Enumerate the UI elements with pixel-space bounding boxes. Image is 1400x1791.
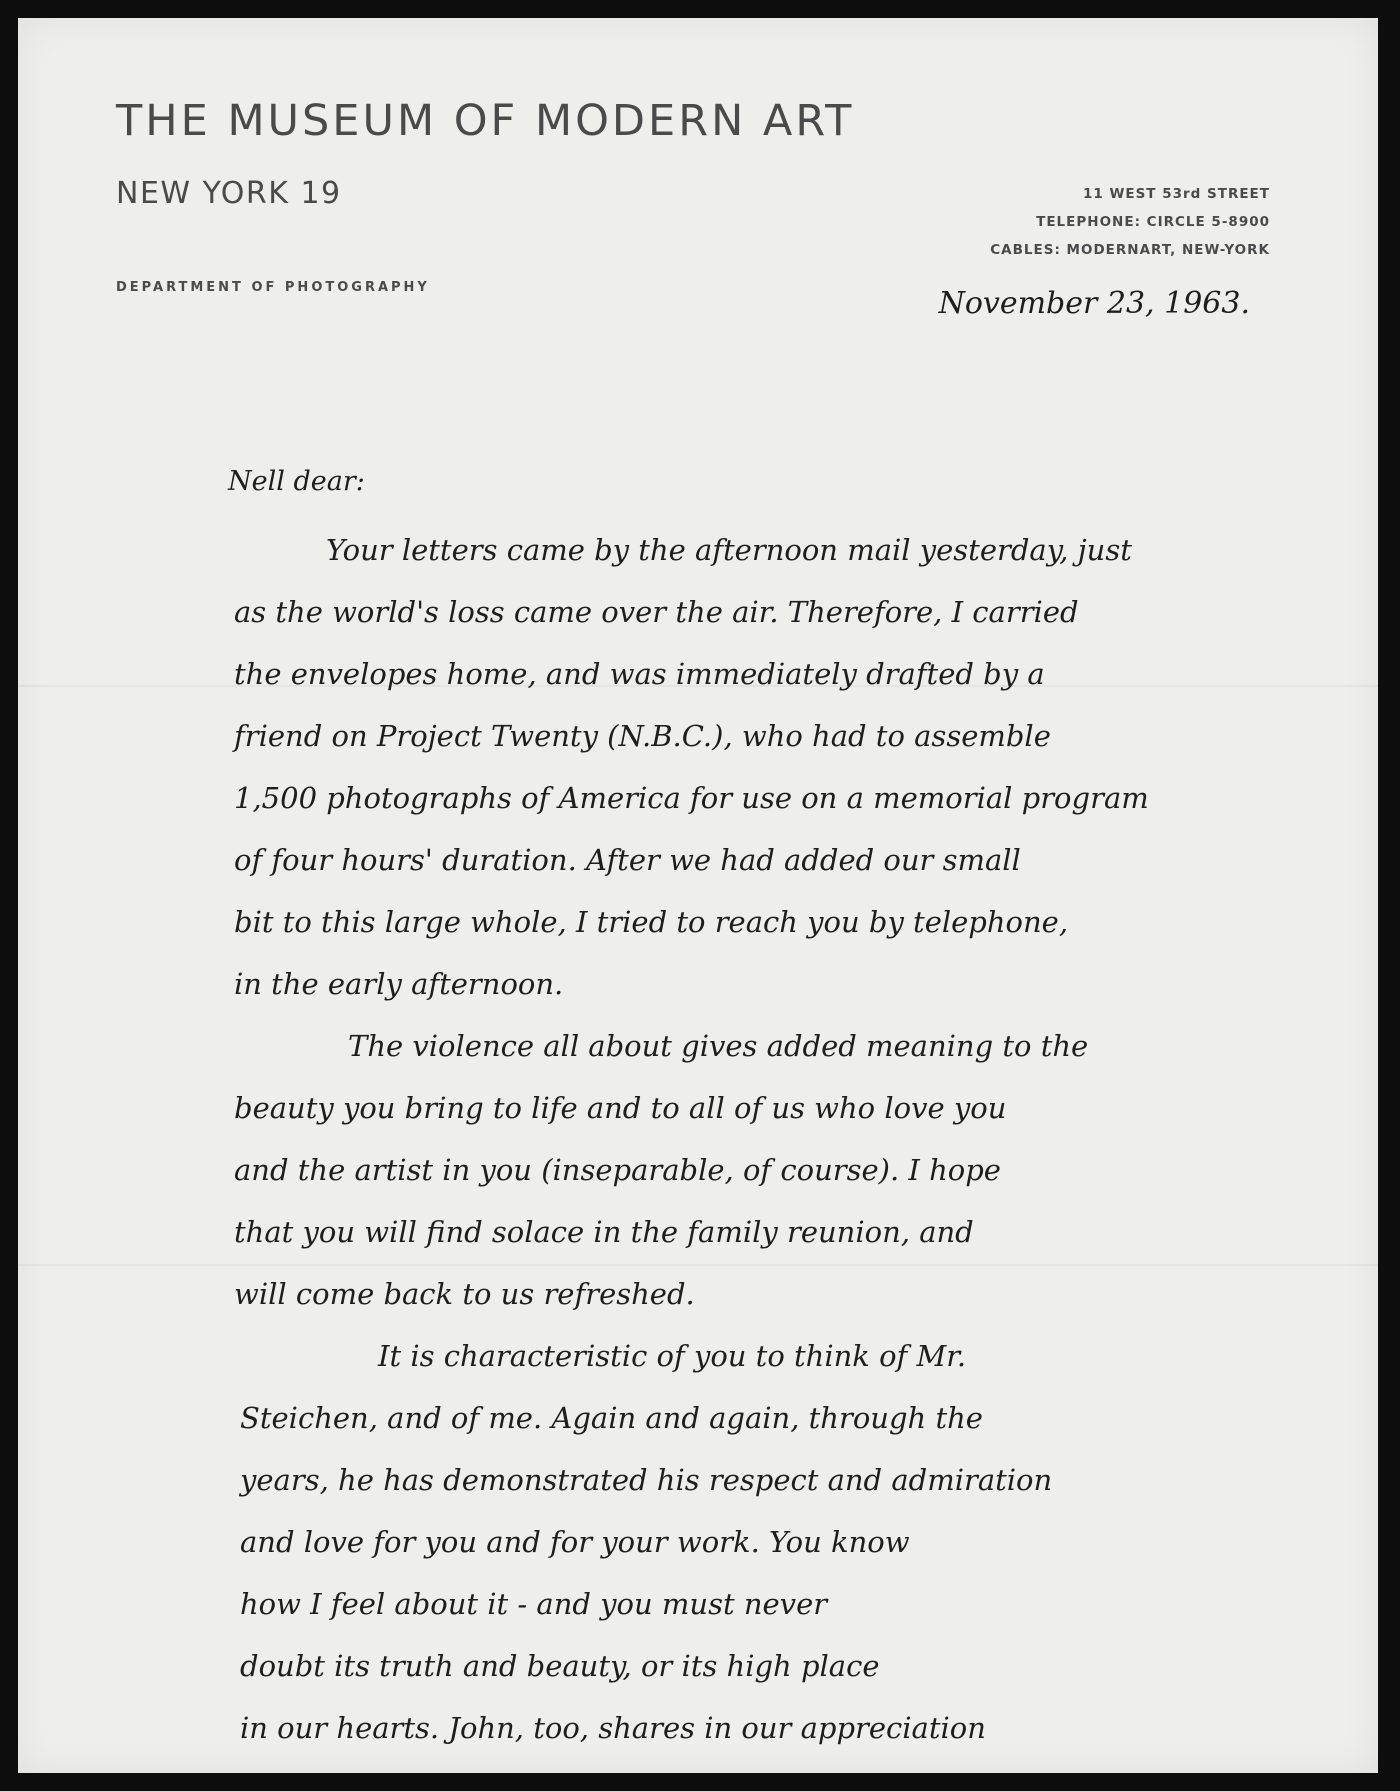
letterhead-address — [990, 180, 1270, 264]
letter-line: as the world's loss came over the air. Therefore, I carried — [234, 595, 1079, 629]
letter-line: in our hearts. John, too, shares in our appreciation — [240, 1711, 986, 1745]
letter-line: 1,500 photographs of America for use on a memorial program — [234, 781, 1149, 815]
letter-line: will come back to us refreshed. — [234, 1277, 695, 1311]
paper-fold — [18, 1264, 1378, 1266]
letter-line: in the early afternoon. — [234, 967, 564, 1001]
address-street: 11 WEST 53rd STREET — [1082, 186, 1270, 202]
letter-line: how I feel about it - and you must never — [240, 1587, 828, 1621]
letter-line: that you will find solace in the family reunion, and — [234, 1215, 974, 1249]
letterhead-department: DEPARTMENT OF PHOTOGRAPHY — [116, 280, 430, 295]
letter-date: November 23, 1963. — [938, 286, 1250, 321]
letter-line: doubt its truth and beauty, or its high place — [240, 1649, 880, 1683]
letter-line: the envelopes home, and was immediately drafted by a — [234, 657, 1045, 691]
letter-salutation: Nell dear: — [228, 466, 365, 497]
letter-line: years, he has demonstrated his respect and admiration — [240, 1463, 1053, 1497]
letter-line: The violence all about gives added meaning to the — [348, 1029, 1089, 1063]
letter-line: Your letters came by the afternoon mail yesterday, just — [326, 533, 1132, 567]
letter-line: of four hours' duration. After we had added our small — [234, 843, 1021, 877]
letter-line: beauty you bring to life and to all of us who love you — [234, 1091, 1007, 1125]
letterhead-city: NEW YORK 19 — [116, 176, 342, 211]
letter-line: friend on Project Twenty (N.B.C.), who had to assemble — [234, 719, 1051, 753]
letterhead-institution: THE MUSEUM OF MODERN ART — [116, 96, 855, 146]
address-cables: CABLES: MODERNART, NEW-YORK — [990, 242, 1270, 258]
letter-line: and the artist in you (inseparable, of course). I hope — [234, 1153, 1001, 1187]
letter-line: Steichen, and of me. Again and again, through the — [240, 1401, 983, 1435]
letter-line: bit to this large whole, I tried to reach you by telephone, — [234, 905, 1069, 939]
letter-line: It is characteristic of you to think of Mr. — [378, 1339, 967, 1373]
address-telephone: TELEPHONE: CIRCLE 5-8900 — [1036, 214, 1270, 230]
letter-page — [18, 18, 1378, 1773]
letter-line: and love for you and for your work. You know — [240, 1525, 910, 1559]
